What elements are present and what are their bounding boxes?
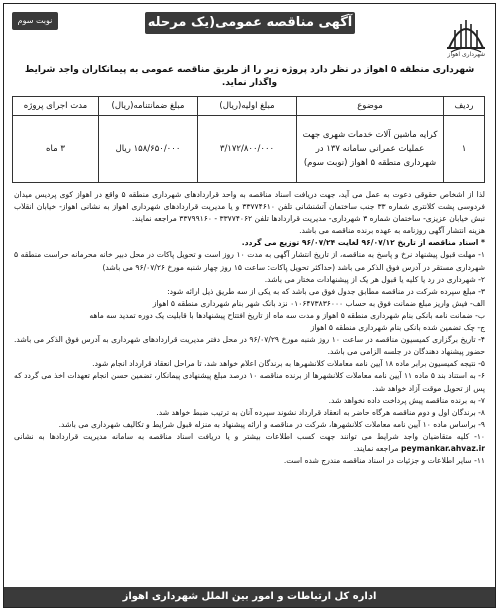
logo-caption: شهرداری اهواز: [447, 51, 485, 58]
table-row: [13, 116, 485, 183]
clause-5: ۵- نتیجه کمیسیون برابر ماده ۱۸ آیین نامه معاملات کلانشهرها به برندگان اعلام خواهد شد، تا مراحل انعقاد قرارداد انجام شود.: [92, 359, 485, 369]
clause-2: ۲- شهرداری در رد یا کلیه یا قبول هر یک از پیشنهادات مختار می باشد.: [264, 274, 485, 284]
turn-badge: نوبت سوم: [12, 12, 58, 30]
row-guarantee-amount: ۱۵۸/۶۵۰/۰۰۰ ریال: [99, 116, 198, 183]
clause-3: ۳- مبلغ سپرده شرکت در مناقصه مطابق جدول فوق می باشد که به یکی از سه طریق ذیل ارائه شود:: [167, 286, 485, 296]
clause-3-a: الف- فیش واریز مبلغ ضمانت فوق به حساب ۰۱۰۶۴۷۳۸۳۶۰۰۰ نزد بانک شهر بنام شهرداری منطقه ۵ اهواز: [152, 298, 485, 308]
notice-title: آگهی مناقصه عمومی(یک مرحله ای): [145, 12, 355, 34]
clause-9: ۹- براساس ماده ۱۰ آیین نامه معاملات کلانشهرها، شرکت در مناقصه و ارائه پیشنهاد به منزله قبول شرایط و تکالیف شهرداری می باشد.: [58, 419, 485, 429]
row-duration: ۳ ماه: [13, 116, 99, 183]
clause-1: ۱- مهلت قبول پیشنهاد نرخ و پاسخ به مناقصه، از تاریخ انتشار آگهی به مدت ۱۰ روز است و تحویل پاکات در محل دبیر خانه محرمانه حراست منطقه ۵ شهرداری مستقر در آدرس فوق الذکر می باشد (حداکثر تحویل پاکات: ساعت ۱۵ روز چهار شنبه مورخ ۹۶/۰۷/۲۶ می باشد): [14, 250, 485, 272]
clause-4: ۴- تاریخ برگزاری کمیسیون مناقصه در ساعت ۱۰ روز شنبه مورخ ۹۶/۰۷/۲۹ در محل دفتر مدیریت قراردادهای شهرداری به آدرس فوق الذکر می باشد. حضور پیشنهاد دهندگان در جلسه الزامی می باشد.: [14, 335, 485, 357]
clause-10-text: ۱۰- کلیه متقاضیان واجد شرایط می توانند جهت کسب اطلاعات بیشتر و یا دریافت اسناد مناقصه به سامانه مدیریت قراردادها به نشانی: [14, 431, 485, 441]
header: [4, 4, 495, 62]
table-header-row: [13, 97, 485, 116]
clause-10: [14, 431, 485, 455]
row-initial-amount: ۳/۱۷۲/۸۰۰/۰۰۰: [198, 116, 297, 183]
row-index: ۱: [444, 116, 485, 183]
header-duration: مدت اجرای پروژه: [13, 97, 99, 116]
header-subject: موضوع: [297, 97, 444, 116]
notice-body: [14, 189, 485, 467]
paragraph-invitation: لذا از اشخاص حقوقی دعوت به عمل می آید، جهت دریافت اسناد مناقصه به واحد قراردادهای شهرداری منطقه ۵ واقع در اهواز کوی پردیس میدان فردوسی پشت کلانتری شماره ۳۳ جنب ساختمان آتشنشانی تلفن ۳۳۷۷۴۶۱۰ و یا مدیریت قراردادهای شهرداری اهواز به نشانی اهواز- خیابان انقلاب نبش خیابان عزیزی- ساختمان شماره ۳ شهرداری- مدیریت قراردادها تلفن ۳۳۷۷۴۰۶۲ - ۳۳۷۹۹۱۶۰ مراجعه نمایند.: [14, 190, 485, 224]
header-index: ردیف: [444, 97, 485, 116]
footer-banner: اداره کل ارتباطات و امور بین الملل شهرداری اهواز: [4, 587, 495, 607]
paragraph-ad-cost: هزینه انتشار آگهی روزنامه به عهده برنده مناقصه می باشد.: [299, 226, 485, 236]
header-guarantee-amount: مبلغ ضمانتنامه(ریال): [99, 97, 198, 116]
website-link[interactable]: peymankar.ahvaz.ir: [401, 443, 485, 453]
tender-notice: [3, 3, 496, 608]
header-initial-amount: مبلغ اولیه(ریال): [198, 97, 297, 116]
clause-3-b: ب- ضمانت نامه بانکی بنام شهرداری منطقه ۵ اهواز و مدت سه ماه از تاریخ افتتاح پیشنهادها با قابلیت یک دوره تمدید سه ماهه: [89, 310, 485, 320]
clause-6: ۶- به استناد بند ۵ ماده ۱۱ آیین نامه معاملات کلانشهرها از برنده مناقصه ۱۰ درصد مبلغ پیشنهادی پیمانکار، تضمین حسن انجام تعهدات اخذ می گردد که پس از تحویل موقت آزاد خواهد شد.: [14, 371, 485, 393]
intro-text: شهرداری منطقه ۵ اهواز در نظر دارد پروژه زیر را از طریق مناقصه عمومی به پیمانکاران واجد شرایط واگذار نماید.: [24, 65, 475, 88]
tender-table: [12, 96, 485, 183]
clause-11: ۱۱- سایر اطلاعات و جزئیات در اسناد مناقصه مندرج شده است.: [283, 456, 485, 466]
paragraph-distribution-dates: * اسناد مناقصه از تاریخ ۹۶/۰۷/۱۲ لغایت ۹۶/۰۷/۲۴ توزیع می گردد.: [241, 238, 485, 248]
clause-7: ۷- به برنده مناقصه پیش پرداخت داده نخواهد شد.: [328, 395, 485, 405]
clause-3-c: ج- چک تضمین شده بانکی بنام شهرداری منطقه ۵ اهواز: [310, 323, 485, 333]
row-subject: کرایه ماشین آلات خدمات شهری جهت عملیات عمرانی سامانه ۱۳۷ در شهرداری منطقه ۵ اهواز (نوبت سوم): [297, 116, 444, 183]
clause-10-end: مراجعه نمایند.: [353, 443, 399, 453]
clause-8: ۸- برندگان اول و دوم مناقصه هرگاه حاضر به انعقاد قرارداد نشوند سپرده آنان به ترتیب ضبط خواهد شد.: [156, 407, 485, 417]
